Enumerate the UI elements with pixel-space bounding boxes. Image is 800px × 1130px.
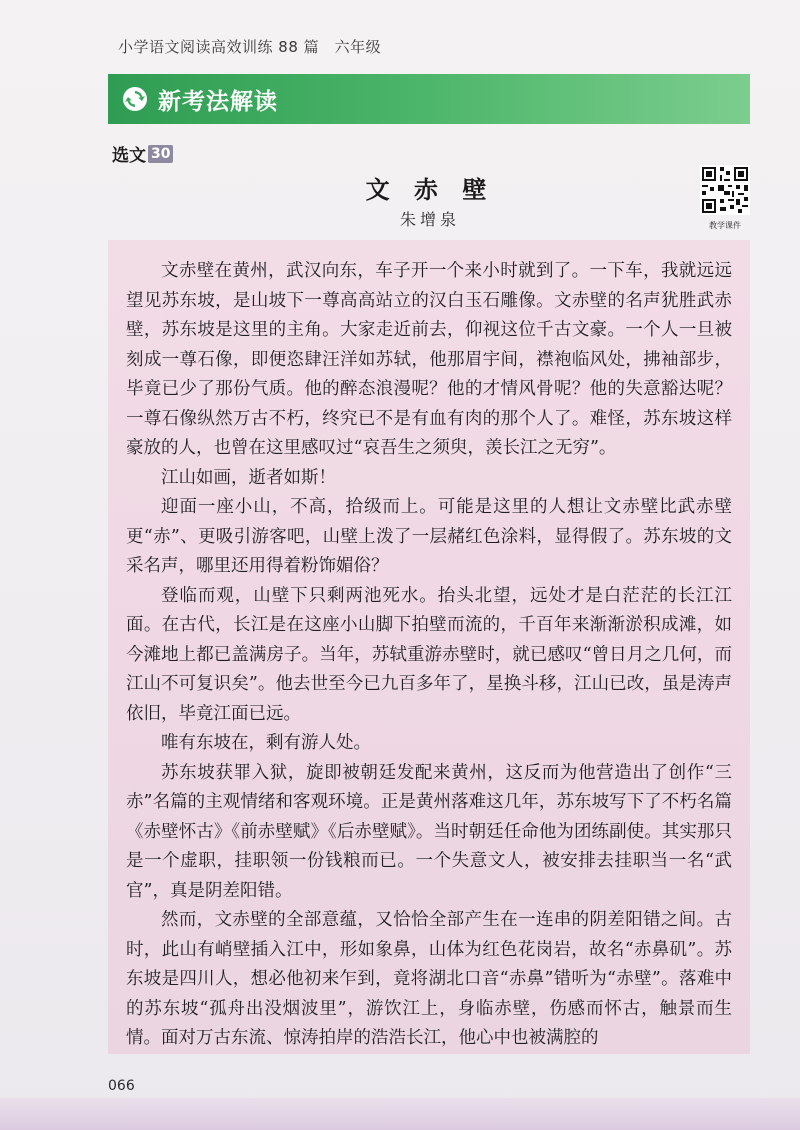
article-body <box>108 240 750 1054</box>
article-author: 朱增泉 <box>399 210 460 229</box>
section-banner <box>108 74 750 124</box>
paragraph: 唯有东坡在，剩有游人处。 <box>161 733 371 753</box>
paragraph: 然而，文赤壁的全部意蕴，又恰恰全部产生在一连串的阴差阳错之间。古时，此山有峭壁插入江中，形如象鼻，山体为红色花岗岩，故名“赤鼻矶”。苏东坡是四川人，想必他初来乍到，竟将湖北口音“赤鼻”错听为“赤壁”。落难中的苏东坡“孤舟出没烟波里”，游饮江上，身临赤壁，伤感而怀古，触景而生情。面对万古东流、惊涛拍岸的浩浩长江，他心中也被满腔的 <box>126 910 732 1048</box>
qr-label: 教学课件 <box>709 221 741 230</box>
paragraph: 迎面一座小山，不高，拾级而上。可能是这里的人想让文赤壁比武赤壁更“赤”、更吸引游客吧，山壁上泼了一层赭红色涂料，显得假了。苏东坡的文采名声，哪里还用得着粉饰媚俗？ <box>126 497 732 576</box>
recycle-arrows-icon <box>122 86 148 112</box>
selection-number: 30 <box>148 145 173 163</box>
running-header: 小学语文阅读高效训练 88 篇 六年级 <box>118 38 382 56</box>
selection-tag <box>112 141 173 166</box>
paragraph: 江山如画，逝者如斯！ <box>161 467 336 488</box>
banner-title: 新考法解读 <box>158 88 278 115</box>
footer-band <box>0 1098 800 1130</box>
paragraph: 苏东坡获罪入狱，旋即被朝廷发配来黄州，这反而为他营造出了创作“三赤”名篇的主观情绪和客观环境。正是黄州落难这几年，苏东坡写下了不朽名篇《赤壁怀古》《前赤壁赋》《后赤壁赋》。当时朝廷任命他为团练副使。其实那只是一个虚职，挂职领一份钱粮而已。一个失意文人，被安排去挂职当一名“武官”，真是阴差阳错。 <box>126 762 732 901</box>
selection-label: 选文 <box>112 146 146 166</box>
article-title: 文 赤 壁 <box>365 175 495 204</box>
paragraph: 文赤壁在黄州，武汉向东，车子开一个来小时就到了。一下车，我就远远望见苏东坡，是山坡下一尊高高站立的汉白玉石雕像。文赤壁的名声犹胜武赤壁，苏东坡是这里的主角。大家走近前去，仰视这位千古文豪。一个人一旦被刻成一尊石像，即便恣肆汪洋如苏轼，他那眉宇间，襟袍临风处，拂袖部步，毕竟已少了那份气质。他的醉态浪漫呢？他的才情风骨呢？他的失意豁达呢？一尊石像纵然万古不朽，终究已不是有血有肉的那个人了。难怪，苏东坡这样豪放的人，也曾在这里感叹过“哀吾生之须臾，羡长江之无穷”。 <box>126 261 732 458</box>
paragraph: 登临而观，山壁下只剩两池死水。抬头北望，远处才是白茫茫的长江江面。在古代，长江是在这座小山脚下拍壁而流的，千百年来渐渐淤积成滩，如今滩地上都已盖满房子。当年，苏轼重游赤壁时，就已感叹“曾日月之几何，而江山不可复识矣”。他去世至今已九百多年了，星换斗移，江山已改，虽是涛声依旧，毕竟江面已远。 <box>126 585 732 724</box>
page-number: 066 <box>108 1078 135 1094</box>
qr-code-icon[interactable] <box>700 165 750 215</box>
